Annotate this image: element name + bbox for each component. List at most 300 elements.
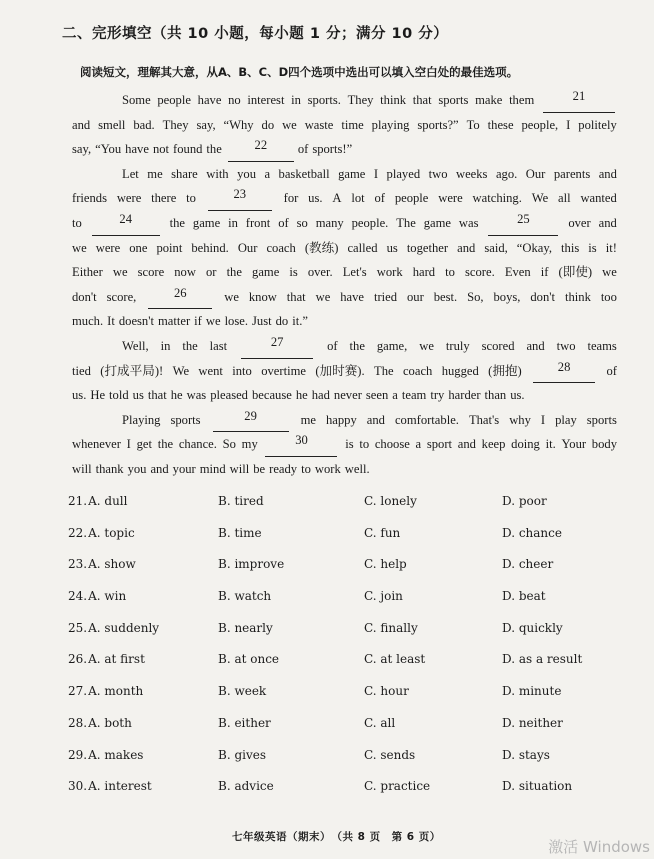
option-a: [68, 779, 152, 793]
passage-text: smell: [98, 117, 126, 132]
option-c: C. practice: [364, 779, 431, 794]
passage-text: (拥抱): [488, 363, 522, 378]
passage-text: us: [386, 240, 398, 255]
passage-text: happy: [325, 412, 357, 427]
passage-text: Well,: [122, 338, 149, 353]
passage-text: and: [598, 215, 617, 230]
option-b: B. advice: [218, 779, 274, 794]
passage-text: too: [600, 289, 617, 304]
passage-text: don't: [72, 289, 97, 304]
option-c: C. join: [364, 589, 403, 604]
passage-text: lot: [351, 191, 365, 206]
passage-text: parents: [553, 166, 591, 181]
option-a: [68, 494, 127, 508]
passage-text: sports?”: [417, 117, 459, 132]
passage-text: doing: [511, 437, 540, 452]
passage-line: [72, 285, 617, 310]
passage-text: We: [531, 191, 549, 206]
passage-text: us.: [510, 388, 525, 403]
passage-text: keep: [481, 437, 506, 452]
passage-text: Playing: [122, 412, 161, 427]
passage-text: lose.: [224, 314, 248, 329]
passage-text: your: [172, 461, 196, 476]
passage-text: work: [376, 265, 403, 280]
passage-text: coach: [402, 363, 433, 378]
passage-text: watching.: [472, 191, 522, 206]
question-number: 28.: [68, 715, 88, 730]
passage-text: that: [147, 388, 167, 403]
passage-text: because: [251, 388, 292, 403]
passage-text: coach: [266, 240, 296, 255]
blank-23: 23: [208, 186, 272, 211]
passage-text: share: [171, 166, 198, 181]
passage-text: work: [314, 461, 341, 476]
passage-text: (加时赛).: [315, 363, 365, 378]
passage-text: we: [419, 338, 434, 353]
option-a: [68, 589, 126, 603]
passage-text: thank: [95, 461, 124, 476]
passage-text: me: [147, 166, 163, 181]
passage-text: why: [509, 412, 531, 427]
passage-text: think: [380, 93, 407, 107]
passage-text: play: [555, 412, 577, 427]
option-d: D. as a result: [502, 652, 583, 667]
passage-text: you: [237, 166, 256, 181]
option-b: B. nearly: [218, 620, 273, 635]
passage-text: over.: [307, 265, 333, 280]
passage-text: I: [566, 117, 571, 132]
passage-text: choose: [374, 437, 410, 452]
passage-text: these: [487, 117, 514, 132]
passage-text: do: [275, 314, 289, 329]
passage-text: They: [347, 93, 374, 107]
passage-text: teams: [587, 338, 617, 353]
passage-text: is: [289, 265, 298, 280]
passage-text: the: [157, 437, 174, 452]
activation-watermark: 激活 Windows: [548, 838, 650, 856]
section-heading: 二、完形填空（共 10 小题，每小题 1 分；满分 10 分）: [62, 26, 449, 42]
passage-text: A: [332, 191, 342, 206]
passage-text: the: [169, 215, 185, 230]
passage-text: and: [366, 412, 385, 427]
option-d: D. beat: [502, 589, 546, 604]
option-text: A. show: [88, 557, 136, 572]
passage-text: whenever: [72, 437, 121, 452]
passage-text: said,: [484, 240, 508, 255]
blank-21: 21: [543, 88, 615, 113]
passage-text: us: [132, 388, 144, 403]
passage-text: have: [340, 289, 365, 304]
passage-text: if: [540, 265, 549, 280]
passage-text: say,: [196, 117, 216, 132]
blank-29: 29: [213, 408, 289, 433]
option-c: C. at least: [364, 652, 426, 667]
answer-options: [68, 490, 628, 807]
passage-text: boys,: [493, 289, 521, 304]
passage-text: Let: [122, 166, 139, 181]
passage-text: so: [296, 215, 308, 230]
option-b: B. gives: [218, 747, 267, 762]
passage-text: not: [152, 142, 170, 157]
option-a: [68, 557, 136, 571]
cloze-passage: [72, 88, 617, 482]
question-number: 22.: [68, 525, 88, 540]
passage-text: in: [228, 215, 238, 230]
passage-text: of: [297, 142, 309, 157]
passage-text: I: [126, 437, 131, 452]
option-row-23: [68, 553, 628, 585]
passage-text: chance.: [178, 437, 217, 452]
passage-text: two: [556, 338, 576, 353]
passage-text: “Okay,: [516, 240, 552, 255]
passage-text: will: [229, 461, 250, 476]
passage-text: ready: [269, 461, 298, 476]
passage-text: we: [315, 289, 331, 304]
passage-text: have: [197, 93, 222, 107]
blank-30: 30: [265, 432, 337, 457]
passage-text: think: [564, 289, 591, 304]
passage-text: “You: [95, 142, 122, 157]
passage-text: or: [206, 265, 217, 280]
question-number: 27.: [68, 684, 88, 699]
passage-text: pleased: [210, 388, 248, 403]
passage-text: no: [228, 93, 241, 107]
option-d: D. poor: [502, 494, 547, 508]
passage-text: a: [392, 388, 398, 403]
passage-text: the: [182, 338, 198, 353]
passage-text: we: [602, 265, 617, 280]
passage-text: and: [598, 166, 617, 181]
option-d: D. cheer: [502, 557, 554, 572]
passage-line: [72, 88, 617, 113]
passage-text: Just: [252, 314, 272, 329]
passage-line: [72, 113, 617, 138]
page-footer: 七年级英语（期末） （共 8 页 第 6 页）: [232, 831, 441, 843]
passage-text: our: [406, 289, 424, 304]
blank-25: 25: [488, 211, 558, 236]
passage-text: sports.: [307, 93, 341, 107]
passage-text: in: [291, 93, 301, 107]
passage-text: (即使): [558, 265, 593, 280]
passage-text: overtime: [261, 363, 306, 378]
option-text: A. month: [88, 684, 144, 699]
passage-text: us.: [72, 388, 87, 403]
passage-text: to: [301, 461, 311, 476]
passage-text: game,: [376, 338, 408, 353]
passage-text: do: [261, 117, 275, 132]
passage-text: were: [438, 191, 463, 206]
option-text: A. win: [88, 589, 127, 604]
blank-22: 22: [228, 137, 294, 162]
passage-text: Our: [237, 240, 258, 255]
passage-text: So: [222, 437, 236, 452]
option-b: B. watch: [218, 589, 272, 604]
passage-line: [72, 236, 617, 261]
option-c: C. finally: [364, 620, 418, 635]
passage-text: sport: [426, 437, 453, 452]
option-row-21: [68, 490, 628, 522]
option-row-28: [68, 712, 628, 744]
passage-text: and: [526, 338, 545, 353]
passage-text: sports!”: [312, 142, 353, 157]
passage-text: all: [558, 191, 571, 206]
passage-text: game: [423, 215, 451, 230]
passage-text: much.: [72, 314, 104, 329]
section-instructions: 阅读短文，理解其大意，从A、B、C、D四个选项中选出可以填入空白处的最佳选项。: [80, 65, 519, 79]
passage-line: [72, 408, 617, 433]
passage-text: told: [109, 388, 129, 403]
passage-text: to: [72, 215, 82, 230]
passage-text: have: [125, 142, 149, 157]
passage-line: [72, 309, 617, 334]
passage-line: [72, 260, 617, 285]
passage-text: there: [151, 191, 177, 206]
passage-text: of: [606, 363, 617, 378]
passage-text: people: [394, 191, 429, 206]
passage-text: played: [386, 166, 421, 181]
passage-text: sports: [170, 412, 201, 427]
passage-text: We: [172, 363, 190, 378]
passage-text: into: [232, 363, 252, 378]
passage-text: Even: [504, 265, 531, 280]
option-b: B. either: [218, 715, 271, 730]
option-d: D. quickly: [502, 620, 563, 635]
passage-text: game: [192, 215, 221, 230]
passage-text: truly: [445, 338, 470, 353]
passage-text: So,: [467, 289, 484, 304]
passage-text: try: [430, 388, 445, 403]
passage-text: tied: [72, 363, 91, 378]
passage-text: together: [406, 240, 449, 255]
blank-24: 24: [92, 211, 160, 236]
passage-text: you: [127, 461, 147, 476]
passage-text: had: [311, 388, 330, 403]
option-b: B. at once: [218, 652, 280, 667]
passage-text: Let's: [342, 265, 367, 280]
question-number: 24.: [68, 589, 88, 604]
option-a: [68, 652, 145, 666]
passage-text: game: [252, 265, 280, 280]
passage-text: playing: [371, 117, 410, 132]
option-row-29: [68, 744, 628, 776]
option-text: A. dull: [88, 494, 128, 508]
passage-text: well.: [344, 461, 370, 476]
passage-text: “Why: [223, 117, 254, 132]
option-text: A. makes: [88, 747, 144, 762]
passage-text: Your: [561, 437, 587, 452]
passage-text: found: [173, 142, 203, 157]
option-text: A. suddenly: [88, 620, 160, 635]
option-c: C. fun: [364, 525, 401, 540]
passage-text: They: [162, 117, 189, 132]
passage-text: we: [112, 265, 128, 280]
passage-text: people: [157, 93, 191, 107]
passage-text: scored: [481, 338, 515, 353]
passage-text: (教练): [304, 240, 339, 255]
passage-text: we: [224, 289, 239, 304]
passage-text: politely: [578, 117, 617, 132]
passage-text: sports: [586, 412, 617, 427]
option-d: D. situation: [502, 779, 573, 794]
passage-text: That's: [468, 412, 500, 427]
passage-text: is: [588, 240, 597, 255]
passage-text: me: [300, 412, 316, 427]
question-number: 21.: [68, 494, 88, 508]
passage-text: best.: [433, 289, 458, 304]
passage-text: make: [475, 93, 503, 107]
passage-text: It: [107, 314, 115, 329]
passage-text: and: [457, 240, 476, 255]
blank-27: 27: [241, 334, 313, 359]
passage-text: he: [170, 388, 183, 403]
passage-text: my: [241, 437, 258, 452]
passage-text: we: [72, 240, 87, 255]
passage-text: one: [129, 240, 148, 255]
passage-text: score,: [106, 289, 137, 304]
passage-text: over: [568, 215, 591, 230]
passage-text: Some: [122, 93, 151, 107]
option-c: C. lonely: [364, 494, 417, 508]
passage-text: in: [160, 338, 171, 353]
passage-text: know: [248, 289, 277, 304]
passage-text: a: [264, 166, 271, 181]
passage-text: we: [282, 117, 297, 132]
passage-text: and: [457, 437, 476, 452]
passage-text: it!: [605, 240, 617, 255]
passage-text: it.”: [292, 314, 308, 329]
passage-text: basketball: [278, 166, 330, 181]
passage-text: interest: [247, 93, 285, 107]
option-d: D. stays: [502, 747, 550, 762]
option-row-24: [68, 585, 628, 617]
passage-text: them: [509, 93, 535, 107]
passage-text: people,: [521, 117, 559, 132]
passage-text: us.: [308, 191, 323, 206]
passage-text: of: [374, 191, 385, 206]
passage-text: was: [458, 215, 479, 230]
passage-text: The: [396, 215, 416, 230]
passage-text: waste: [304, 117, 334, 132]
option-d: D. neither: [502, 715, 563, 730]
passage-text: don't: [530, 289, 556, 304]
option-c: C. hour: [364, 684, 409, 699]
passage-text: we: [205, 314, 221, 329]
blank-26: 26: [148, 285, 212, 310]
passage-line: [72, 137, 617, 162]
passage-text: called: [347, 240, 378, 255]
passage-text: to: [186, 191, 196, 206]
passage-line: [72, 432, 617, 457]
passage-text: was: [186, 388, 207, 403]
passage-text: front: [245, 215, 271, 230]
passage-text: if: [194, 314, 202, 329]
passage-text: weeks: [455, 166, 488, 181]
passage-text: hard: [412, 265, 436, 280]
passage-text: were: [116, 191, 142, 206]
passage-text: doesn't: [118, 314, 154, 329]
passage-text: to: [359, 437, 370, 452]
passage-text: point: [156, 240, 183, 255]
passage-text: friends: [72, 191, 107, 206]
passage-text: harder: [448, 388, 481, 403]
option-b: B. tired: [218, 494, 264, 508]
passage-text: hugged: [441, 363, 479, 378]
passage-text: is: [345, 437, 354, 452]
option-text: A. at first: [88, 652, 145, 667]
option-text: A. interest: [88, 779, 152, 794]
passage-text: score.: [465, 265, 495, 280]
passage-line: [72, 457, 617, 482]
option-b: B. time: [218, 525, 262, 540]
question-number: 30.: [68, 779, 88, 794]
passage-text: matter: [158, 314, 191, 329]
passage-text: wanted: [580, 191, 617, 206]
option-row-25: [68, 617, 628, 649]
option-d: D. minute: [502, 684, 562, 699]
passage-line: [72, 186, 617, 211]
passage-text: time: [341, 117, 364, 132]
passage-text: will: [72, 461, 92, 476]
passage-text: people.: [351, 215, 389, 230]
passage-text: and: [72, 117, 91, 132]
option-c: C. sends: [364, 747, 416, 762]
option-a: [68, 621, 159, 635]
option-row-22: [68, 522, 628, 554]
passage-text: score: [137, 265, 165, 280]
passage-text: team: [401, 388, 427, 403]
question-number: 25.: [68, 620, 88, 635]
option-b: B. week: [218, 684, 267, 699]
option-a: [68, 716, 132, 730]
passage-text: ago.: [495, 166, 518, 181]
passage-text: mind: [199, 461, 226, 476]
passage-text: never: [333, 388, 362, 403]
option-row-26: [68, 648, 628, 680]
passage-text: of: [278, 215, 289, 230]
option-a: [68, 526, 135, 540]
passage-text: a: [415, 437, 422, 452]
blank-28: 28: [533, 359, 595, 384]
passage-text: He: [90, 388, 106, 403]
passage-text: last: [209, 338, 228, 353]
passage-text: than: [484, 388, 507, 403]
option-d: D. chance: [502, 525, 562, 540]
passage-text: the: [226, 265, 242, 280]
passage-text: two: [428, 166, 448, 181]
passage-text: seen: [365, 388, 389, 403]
option-c: C. help: [364, 557, 407, 572]
option-row-27: [68, 680, 628, 712]
passage-text: for: [283, 191, 299, 206]
passage-text: it.: [545, 437, 556, 452]
passage-text: body: [591, 437, 617, 452]
passage-text: and: [150, 461, 169, 476]
option-b: B. improve: [218, 557, 285, 572]
passage-text: the: [349, 338, 365, 353]
passage-text: many: [315, 215, 344, 230]
passage-text: To: [466, 117, 480, 132]
passage-line: [72, 211, 617, 236]
passage-text: (打成平局)!: [100, 363, 164, 378]
passage-text: went: [198, 363, 223, 378]
passage-text: the: [206, 142, 222, 157]
option-text: A. topic: [88, 525, 135, 540]
passage-text: to: [445, 265, 455, 280]
passage-line: [72, 359, 617, 384]
passage-text: The: [374, 363, 394, 378]
passage-line: [72, 383, 617, 408]
passage-text: get: [136, 437, 152, 452]
